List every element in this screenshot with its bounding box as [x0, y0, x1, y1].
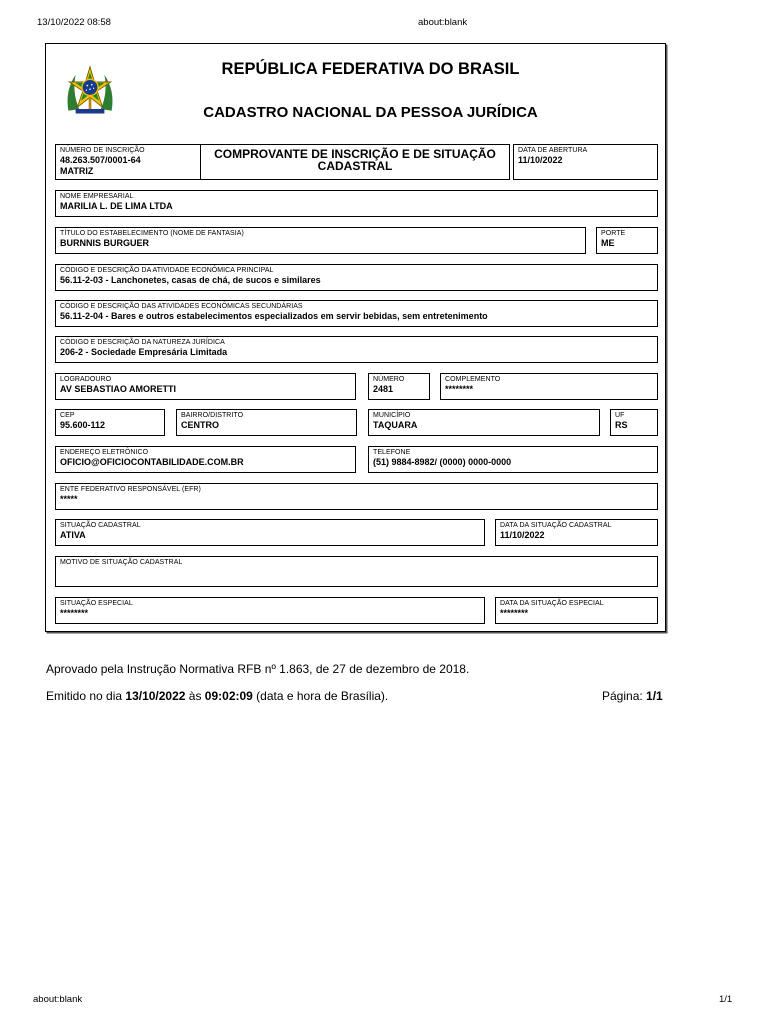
- field-value: ********: [60, 608, 89, 618]
- field-label: CÓDIGO E DESCRIÇÃO DA ATIVIDADE ECONÔMICA PRINCIPAL: [60, 267, 274, 274]
- field-label: SITUAÇÃO CADASTRAL: [60, 522, 141, 529]
- field-atividade-principal: [55, 264, 658, 291]
- field-efr: [55, 483, 658, 510]
- field-label: ENTE FEDERATIVO RESPONSÁVEL (EFR): [60, 486, 201, 493]
- emitido-text: [46, 689, 388, 703]
- field-value: OFICIO@OFICIOCONTABILIDADE.COM.BR: [60, 457, 244, 467]
- field-label: PORTE: [601, 230, 626, 237]
- print-url-top: about:blank: [418, 17, 468, 28]
- aprovado-text: Aprovado pela Instrução Normativa RFB nº 1.863, de 27 de dezembro de 2018.: [46, 662, 470, 676]
- field-porte: [596, 227, 658, 254]
- field-data-situacao-cadastral: [495, 519, 658, 546]
- field-value: RS: [615, 420, 628, 430]
- field-data-abertura: [513, 144, 658, 180]
- print-url-bottom: about:blank: [33, 994, 83, 1005]
- field-value: 48.263.507/0001-64: [60, 155, 141, 165]
- field-label: NOME EMPRESARIAL: [60, 193, 134, 200]
- print-page-count: 1/1: [719, 994, 733, 1005]
- field-value-matriz: MATRIZ: [60, 166, 94, 176]
- field-value: 56.11-2-03 - Lanchonetes, casas de chá, de sucos e similares: [60, 275, 321, 285]
- field-situacao-cadastral: [55, 519, 485, 546]
- field-value: BURNNIS BURGUER: [60, 238, 150, 248]
- field-label: TELEFONE: [373, 449, 411, 456]
- field-label: DATA DE ABERTURA: [518, 147, 588, 154]
- field-atividades-secundarias: [55, 300, 658, 327]
- field-numero: [368, 373, 430, 400]
- emitido-mid: às: [185, 689, 205, 703]
- title-cadastro: CADASTRO NACIONAL DA PESSOA JURÍDICA: [203, 104, 538, 121]
- field-label: LOGRADOURO: [60, 376, 112, 383]
- field-value: ********: [445, 384, 474, 394]
- field-nome-empresarial: [55, 190, 658, 217]
- field-value: ME: [601, 238, 615, 248]
- emitido-date: 13/10/2022: [125, 689, 186, 703]
- field-value: TAQUARA: [373, 420, 418, 430]
- field-label: NÚMERO: [373, 376, 405, 383]
- field-label: SITUAÇÃO ESPECIAL: [60, 600, 133, 607]
- field-cep: [55, 409, 165, 436]
- field-telefone: [368, 446, 658, 473]
- title-republica: REPÚBLICA FEDERATIVA DO BRASIL: [221, 60, 520, 78]
- field-value: AV SEBASTIAO AMORETTI: [60, 384, 177, 394]
- pagina-value: 1/1: [646, 689, 663, 703]
- pagina-label: Página:: [602, 689, 647, 703]
- emitido-time: 09:02:09: [204, 689, 253, 703]
- comprovante-line2: CADASTRAL: [317, 159, 393, 173]
- field-value: ATIVA: [60, 530, 86, 540]
- field-label: DATA DA SITUAÇÃO ESPECIAL: [500, 600, 604, 607]
- pagina-text: [602, 689, 663, 703]
- field-value: MARILIA L. DE LIMA LTDA: [60, 201, 173, 211]
- field-titulo-estabelecimento: [55, 227, 586, 254]
- cnpj-document-frame: [45, 43, 666, 632]
- field-numero-inscricao: [55, 144, 201, 180]
- field-value: 11/10/2022: [500, 530, 545, 540]
- emitido-prefix: Emitido no dia: [46, 689, 126, 703]
- print-datetime: 13/10/2022 08:58: [37, 17, 111, 28]
- field-value: 95.600-112: [60, 420, 106, 430]
- field-situacao-especial: [55, 597, 485, 624]
- field-logradouro: [55, 373, 356, 400]
- comprovante-line1: COMPROVANTE DE INSCRIÇÃO E DE SITUAÇÃO: [214, 147, 496, 161]
- field-label: CEP: [60, 412, 75, 419]
- field-data-situacao-especial: [495, 597, 658, 624]
- field-value: (51) 9884-8982/ (0000) 0000-0000: [373, 457, 512, 467]
- field-uf: [610, 409, 658, 436]
- comprovante-title: [200, 144, 510, 180]
- field-label: MOTIVO DE SITUAÇÃO CADASTRAL: [60, 559, 183, 566]
- field-bairro: [176, 409, 357, 436]
- field-value: 2481: [373, 384, 394, 394]
- field-value: CENTRO: [181, 420, 219, 430]
- field-value: 11/10/2022: [518, 155, 563, 165]
- field-value: ********: [500, 608, 529, 618]
- field-label: CÓDIGO E DESCRIÇÃO DA NATUREZA JURÍDICA: [60, 339, 225, 346]
- field-natureza-juridica: [55, 336, 658, 363]
- field-value: *****: [60, 494, 78, 504]
- field-motivo-situacao: [55, 556, 658, 587]
- field-value: 56.11-2-04 - Bares e outros estabelecimentos especializados em servir bebidas, sem entretenimento: [60, 311, 488, 321]
- field-endereco-eletronico: [55, 446, 356, 473]
- field-complemento: [440, 373, 658, 400]
- field-label: DATA DA SITUAÇÃO CADASTRAL: [500, 522, 612, 529]
- field-label: CÓDIGO E DESCRIÇÃO DAS ATIVIDADES ECONÔMICAS SECUNDÁRIAS: [60, 303, 303, 310]
- emitido-suffix: (data e hora de Brasília).: [252, 689, 389, 703]
- field-municipio: [368, 409, 600, 436]
- field-label: ENDEREÇO ELETRÔNICO: [60, 449, 149, 456]
- field-label: COMPLEMENTO: [445, 376, 501, 383]
- field-label: NÚMERO DE INSCRIÇÃO: [60, 147, 145, 154]
- field-label: BAIRRO/DISTRITO: [181, 412, 244, 419]
- field-value: 206-2 - Sociedade Empresária Limitada: [60, 347, 228, 357]
- field-label: TÍTULO DO ESTABELECIMENTO (NOME DE FANTASIA): [60, 230, 244, 237]
- field-label: MUNICÍPIO: [373, 412, 411, 419]
- field-label: UF: [615, 412, 625, 419]
